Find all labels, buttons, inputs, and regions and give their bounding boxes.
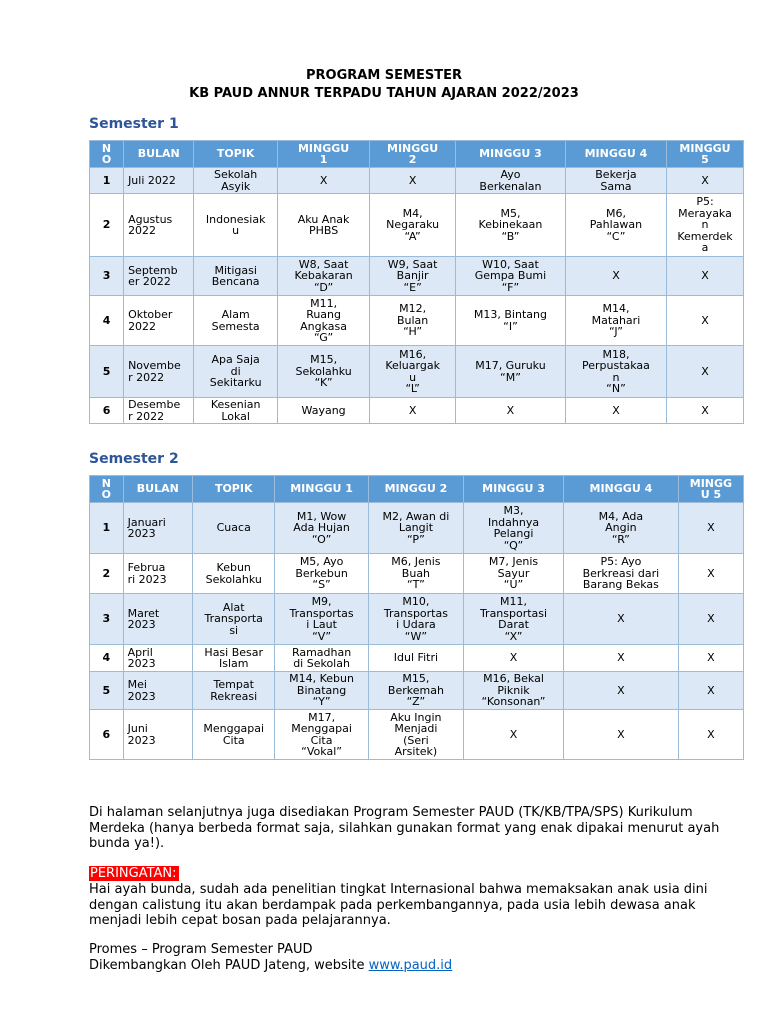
semester1-header-row <box>90 141 744 168</box>
semester2-cell-r1-c2: Januari 2023 <box>123 503 192 554</box>
semester1-cell-r5-c8: X <box>667 346 744 398</box>
semester1-cell-r4-c5: M12, Bulan “H” <box>370 296 456 346</box>
semester1-cell-r2-c1: 2 <box>90 194 124 257</box>
semester1-cell-r2-c2: Agustus 2022 <box>124 194 194 257</box>
semester1-cell-r6-c4: Wayang <box>277 398 369 424</box>
semester2-cell-r2-c4: M5, Ayo Berkebun “S” <box>275 554 368 594</box>
semester1-cell-r5-c2: Novembe r 2022 <box>124 346 194 398</box>
semester1-cell-r3-c7: X <box>565 257 666 296</box>
semester1-row-3 <box>90 257 744 296</box>
semester2-cell-r2-c6: M7, Jenis Sayur “U” <box>464 554 564 594</box>
semester1-header-col-6: MINGGU 3 <box>456 141 566 168</box>
semester2-cell-r6-c6: X <box>464 710 564 760</box>
semester2-cell-r5-c7: X <box>563 672 678 710</box>
semester1-cell-r6-c6: X <box>456 398 566 424</box>
semester1-row-2 <box>90 194 744 257</box>
semester2-row-2 <box>90 554 744 594</box>
semester1-header-col-8: MINGGU 5 <box>667 141 744 168</box>
semester2-cell-r3-c4: M9, Transportas i Laut “V” <box>275 594 368 645</box>
semester2-cell-r3-c1: 3 <box>90 594 124 645</box>
semester2-cell-r4-c4: Ramadhan di Sekolah <box>275 645 368 672</box>
footer-line1: Promes – Program Semester PAUD <box>89 942 313 957</box>
semester2-row-4 <box>90 645 744 672</box>
semester1-cell-r3-c1: 3 <box>90 257 124 296</box>
semester1-header-col-3: TOPIK <box>194 141 278 168</box>
semester1-cell-r4-c7: M14, Matahari “J” <box>565 296 666 346</box>
semester2-cell-r3-c8: X <box>678 594 743 645</box>
semester1-cell-r1-c2: Juli 2022 <box>124 168 194 194</box>
semester2-cell-r6-c8: X <box>678 710 743 760</box>
warning-paragraph: Hai ayah bunda, sudah ada penelitian tingkat Internasional bahwa memaksakan anak usia dini dengan calistung itu akan berdampak pada perkembangannya, pada usia lebih dewasa anak menjadi lebih cepat bosan pada pelajarannya. <box>89 882 708 928</box>
semester1-cell-r3-c8: X <box>667 257 744 296</box>
semester2-cell-r6-c5: Aku Ingin Menjadi (Seri Arsitek) <box>368 710 463 760</box>
semester2-header-row <box>90 476 744 503</box>
semester1-header-col-1: N O <box>90 141 124 168</box>
semester2-table <box>89 475 744 760</box>
semester1-cell-r3-c5: W9, Saat Banjir “E” <box>370 257 456 296</box>
semester1-cell-r6-c2: Desembe r 2022 <box>124 398 194 424</box>
semester1-cell-r2-c6: M5, Kebinekaan “B” <box>456 194 566 257</box>
semester2-row-1 <box>90 503 744 554</box>
semester2-header-col-1: N O <box>90 476 124 503</box>
semester2-cell-r2-c7: P5: Ayo Berkreasi dari Barang Bekas <box>563 554 678 594</box>
semester2-cell-r6-c2: Juni 2023 <box>123 710 192 760</box>
semester1-cell-r3-c4: W8, Saat Kebakaran “D” <box>277 257 369 296</box>
semester2-body <box>90 503 744 760</box>
semester2-cell-r1-c7: M4, Ada Angin “R” <box>563 503 678 554</box>
semester1-cell-r6-c7: X <box>565 398 666 424</box>
semester1-cell-r4-c8: X <box>667 296 744 346</box>
footer-line2 <box>89 958 749 974</box>
semester2-header-col-8: MINGG U 5 <box>678 476 743 503</box>
semester1-cell-r5-c4: M15, Sekolahku “K” <box>277 346 369 398</box>
semester1-cell-r6-c3: Kesenian Lokal <box>194 398 278 424</box>
footer-line2-text: Dikembangkan Oleh PAUD Jateng, website <box>89 957 369 973</box>
semester2-cell-r4-c1: 4 <box>90 645 124 672</box>
semester1-cell-r4-c6: M13, Bintang “I” <box>456 296 566 346</box>
semester2-cell-r6-c1: 6 <box>90 710 124 760</box>
semester2-cell-r3-c7: X <box>563 594 678 645</box>
semester2-cell-r5-c5: M15, Berkemah “Z” <box>368 672 463 710</box>
semester1-cell-r5-c6: M17, Guruku “M” <box>456 346 566 398</box>
semester1-row-6 <box>90 398 744 424</box>
semester2-cell-r4-c2: April 2023 <box>123 645 192 672</box>
semester2-cell-r4-c5: Idul Fitri <box>368 645 463 672</box>
semester1-cell-r4-c1: 4 <box>90 296 124 346</box>
semester2-cell-r3-c5: M10, Transportas i Udara “W” <box>368 594 463 645</box>
semester2-header-col-4: MINGGU 1 <box>275 476 368 503</box>
semester1-cell-r3-c3: Mitigasi Bencana <box>194 257 278 296</box>
semester1-cell-r5-c7: M18, Perpustakaa n “N” <box>565 346 666 398</box>
semester2-cell-r2-c3: Kebun Sekolahku <box>193 554 275 594</box>
semester1-row-4 <box>90 296 744 346</box>
semester1-cell-r3-c2: Septemb er 2022 <box>124 257 194 296</box>
semester1-cell-r5-c1: 5 <box>90 346 124 398</box>
semester2-row-6 <box>90 710 744 760</box>
semester2-cell-r1-c8: X <box>678 503 743 554</box>
semester2-header-col-3: TOPIK <box>193 476 275 503</box>
semester2-cell-r2-c5: M6, Jenis Buah “T” <box>368 554 463 594</box>
semester1-heading: Semester 1 <box>89 116 179 132</box>
semester1-cell-r2-c4: Aku Anak PHBS <box>277 194 369 257</box>
semester1-cell-r4-c2: Oktober 2022 <box>124 296 194 346</box>
semester1-cell-r2-c8: P5: Merayaka n Kemerdek a <box>667 194 744 257</box>
semester2-cell-r1-c3: Cuaca <box>193 503 275 554</box>
semester2-cell-r5-c4: M14, Kebun Binatang “Y” <box>275 672 368 710</box>
semester2-cell-r6-c4: M17, Menggapai Cita “Vokal” <box>275 710 368 760</box>
semester2-cell-r5-c3: Tempat Rekreasi <box>193 672 275 710</box>
semester2-cell-r5-c2: Mei 2023 <box>123 672 192 710</box>
semester1-cell-r2-c7: M6, Pahlawan “C” <box>565 194 666 257</box>
semester2-cell-r4-c3: Hasi Besar Islam <box>193 645 275 672</box>
semester1-cell-r5-c3: Apa Saja di Sekitarku <box>194 346 278 398</box>
semester1-cell-r1-c8: X <box>667 168 744 194</box>
semester1-cell-r3-c6: W10, Saat Gempa Bumi “F” <box>456 257 566 296</box>
semester1-cell-r1-c7: Bekerja Sama <box>565 168 666 194</box>
semester2-cell-r1-c5: M2, Awan di Langit “P” <box>368 503 463 554</box>
semester1-header-col-2: BULAN <box>124 141 194 168</box>
semester1-cell-r5-c5: M16, Keluargak u “L” <box>370 346 456 398</box>
semester1-cell-r2-c5: M4, Negaraku “A” <box>370 194 456 257</box>
note-paragraph: Di halaman selanjutnya juga disediakan Program Semester PAUD (TK/KB/TPA/SPS) Kurikulum Merdeka (hanya berbeda format saja, silahkan gunakan format yang enak dipakai menurut ayah bunda ya!). <box>89 805 720 851</box>
semester1-cell-r1-c4: X <box>277 168 369 194</box>
semester2-heading: Semester 2 <box>89 451 179 467</box>
semester2-cell-r3-c6: M11, Transportasi Darat “X” <box>464 594 564 645</box>
semester1-table <box>89 140 744 424</box>
semester2-header-col-7: MINGGU 4 <box>563 476 678 503</box>
semester2-cell-r6-c7: X <box>563 710 678 760</box>
document-title-line1: PROGRAM SEMESTER <box>306 68 462 83</box>
semester2-cell-r2-c1: 2 <box>90 554 124 594</box>
semester1-cell-r1-c6: Ayo Berkenalan <box>456 168 566 194</box>
semester1-cell-r4-c3: Alam Semesta <box>194 296 278 346</box>
semester1-cell-r6-c5: X <box>370 398 456 424</box>
semester1-cell-r6-c8: X <box>667 398 744 424</box>
website-link[interactable]: www.paud.id <box>368 957 453 973</box>
semester1-row-5 <box>90 346 744 398</box>
semester2-cell-r1-c4: M1, Wow Ada Hujan “O” <box>275 503 368 554</box>
semester1-cell-r1-c5: X <box>370 168 456 194</box>
semester2-cell-r3-c2: Maret 2023 <box>123 594 192 645</box>
semester2-header-col-2: BULAN <box>123 476 192 503</box>
document-title-line2: KB PAUD ANNUR TERPADU TAHUN AJARAN 2022/2023 <box>189 86 579 101</box>
semester2-cell-r6-c3: Menggapai Cita <box>193 710 275 760</box>
semester1-cell-r2-c3: Indonesiak u <box>194 194 278 257</box>
semester2-cell-r4-c6: X <box>464 645 564 672</box>
semester2-cell-r2-c8: X <box>678 554 743 594</box>
footer <box>89 942 749 973</box>
semester1-cell-r6-c1: 6 <box>90 398 124 424</box>
semester1-header-col-7: MINGGU 4 <box>565 141 666 168</box>
semester1-cell-r1-c1: 1 <box>90 168 124 194</box>
semester2-cell-r1-c6: M3, Indahnya Pelangi “Q” <box>464 503 564 554</box>
semester2-cell-r5-c6: M16, Bekal Piknik “Konsonan” <box>464 672 564 710</box>
semester1-cell-r4-c4: M11, Ruang Angkasa “G” <box>277 296 369 346</box>
semester1-header-col-5: MINGGU 2 <box>370 141 456 168</box>
semester2-cell-r4-c7: X <box>563 645 678 672</box>
semester1-row-1 <box>90 168 744 194</box>
semester1-header-col-4: MINGGU 1 <box>277 141 369 168</box>
warning-label: PERINGATAN: <box>90 866 177 881</box>
semester2-row-5 <box>90 672 744 710</box>
semester2-row-3 <box>90 594 744 645</box>
semester2-header-col-6: MINGGU 3 <box>464 476 564 503</box>
semester2-cell-r3-c3: Alat Transporta si <box>193 594 275 645</box>
semester2-cell-r2-c2: Februa ri 2023 <box>123 554 192 594</box>
semester1-cell-r1-c3: Sekolah Asyik <box>194 168 278 194</box>
semester1-body <box>90 168 744 424</box>
semester2-header-col-5: MINGGU 2 <box>368 476 463 503</box>
semester2-cell-r5-c8: X <box>678 672 743 710</box>
semester2-cell-r1-c1: 1 <box>90 503 124 554</box>
semester2-cell-r5-c1: 5 <box>90 672 124 710</box>
semester2-cell-r4-c8: X <box>678 645 743 672</box>
